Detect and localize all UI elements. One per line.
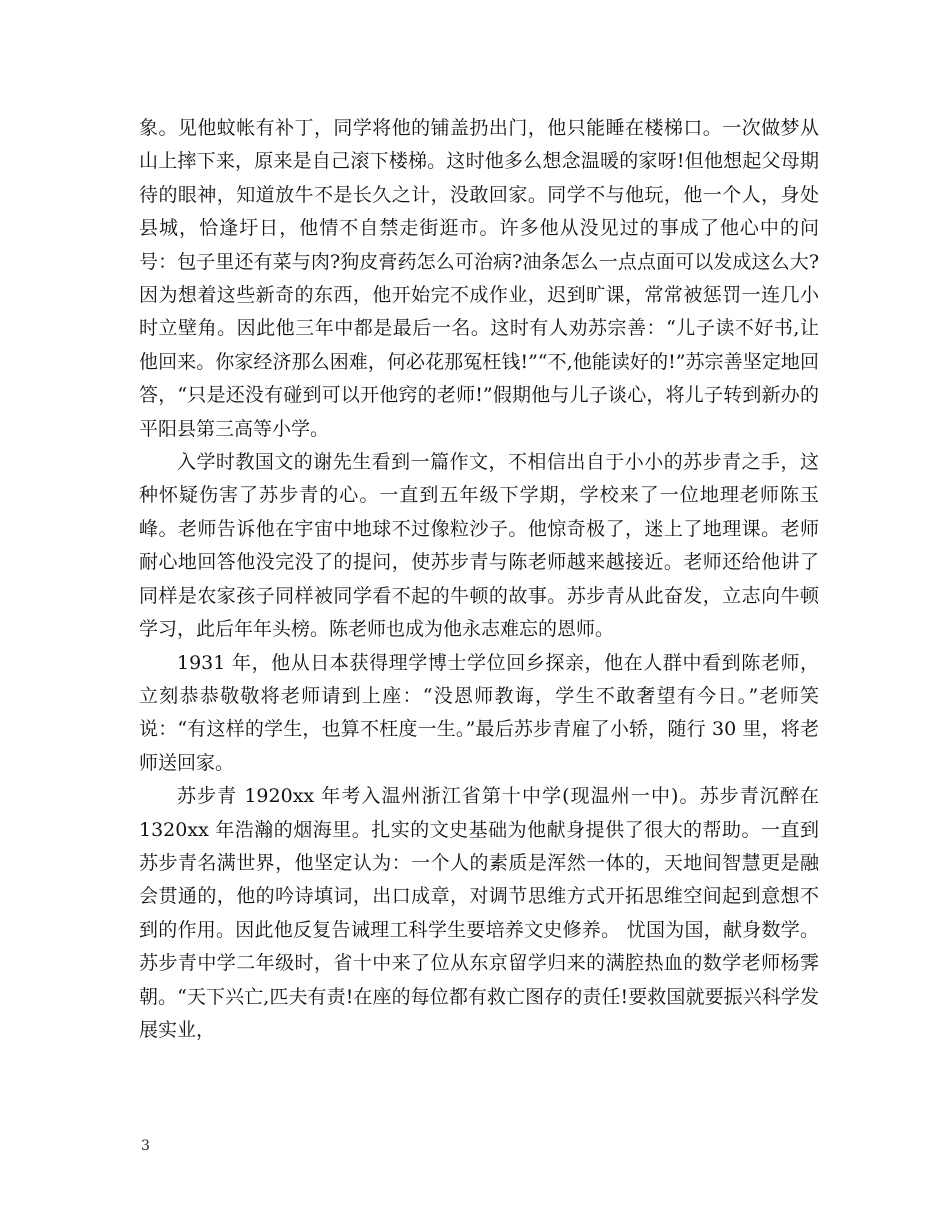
paragraph-1: 象。见他蚊帐有补丁，同学将他的铺盖扔出门，他只能睡在楼梯口。一次做梦从山上摔下来，原来是自己滚下楼梯。这时他多么想念温暖的家呀!但他想起父母期待的眼神，知道放牛不是长久之计，没敢回家。同学不与他玩，他一个人，身处县城，恰逢圩日，他情不自禁走街逛市。许多他从没见过的事成了他心中的问号：包子里还有菜与肉?狗皮膏药怎么可治病?油条怎么一点点面可以发成这么大?因为想着这些新奇的东西，他开始完不成作业，迟到旷课，常常被惩罚一连几小时立壁角。因此他三年中都是最后一名。这时有人劝苏宗善：“儿子读不好书,让他回来。你家经济那么困难，何必花那冤枉钱!”“不,他能读好的!”苏宗善坚定地回答，“只是还没有碰到可以开他窍的老师!”假期他与儿子谈心，将儿子转到新办的平阳县第三高等小学。 <box>139 117 819 440</box>
paragraph-4: 苏步青 1920xx 年考入温州浙江省第十中学(现温州一中)。苏步青沉醉在 1320xx 年浩瀚的烟海里。扎实的文史基础为他献身提供了很大的帮助。一直到苏步青名满世界，他坚定认为：一个人的素质是浑然一体的，天地间智慧更是融会贯通的，他的吟诗填词，出口成章，对调节思维方式开拓思维空间起到意想不到的作用。因此他反复告诫理工科学生要培养文史修养。 忧国为国，献身数学。苏步青中学二年级时，省十中来了位从东京留学归来的满腔热血的数学老师杨霁朝。“天下兴亡,匹夫有责!在座的每位都有救亡图存的责任!要救国就要振兴科学发展实业， <box>139 785 819 1041</box>
body-text <box>139 112 819 1047</box>
paragraph-2: 入学时教国文的谢先生看到一篇作文，不相信出自于小小的苏步青之手，这种怀疑伤害了苏步青的心。一直到五年级下学期，学校来了一位地理老师陈玉峰。老师告诉他在宇宙中地球不过像粒沙子。他惊奇极了，迷上了地理课。老师耐心地回答他没完没了的提问，使苏步青与陈老师越来越接近。老师还给他讲了同样是农家孩子同样被同学看不起的牛顿的故事。苏步青从此奋发，立志向牛顿学习，此后年年头榜。陈老师也成为他永志难忘的恩师。 <box>139 451 819 641</box>
paragraph-3: 1931 年，他从日本获得理学博士学位回乡探亲，他在人群中看到陈老师，立刻恭恭敬敬将老师请到上座：“没恩师教诲，学生不敢奢望有今日。”老师笑说：“有这样的学生，也算不枉度一生。”最后苏步青雇了小轿，随行 30 里，将老师送回家。 <box>139 651 819 774</box>
page-number: 3 <box>141 1138 150 1154</box>
